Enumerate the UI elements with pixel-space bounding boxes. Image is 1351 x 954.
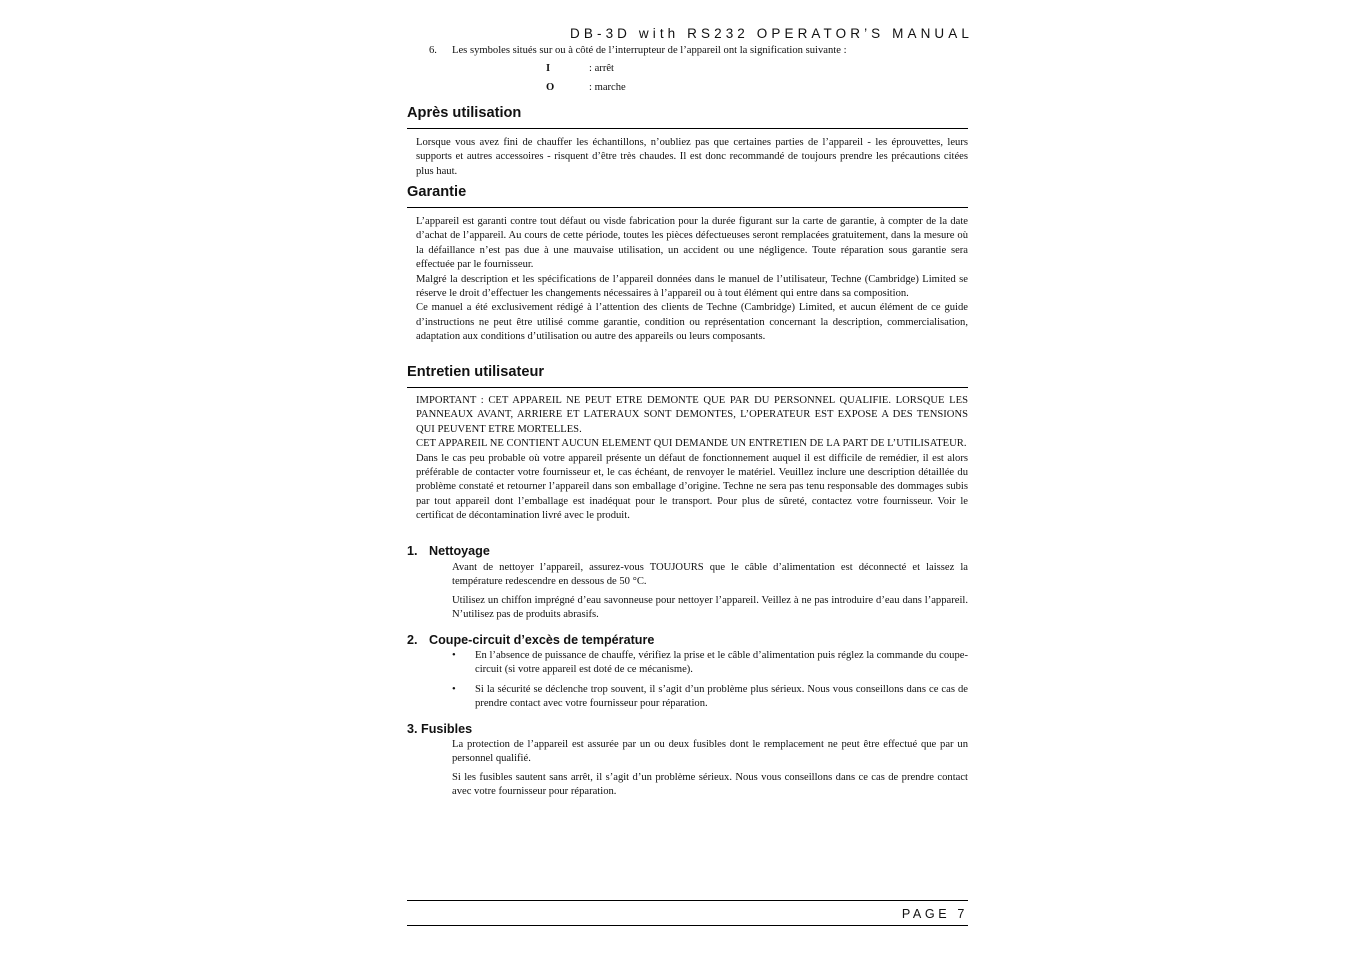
item-number: 6. [429, 45, 437, 56]
manual-page [407, 0, 973, 954]
bullet-text: En l’absence de puissance de chauffe, vérifiez la prise et le câble d’alimentation puis réglez la commande du coupe-circuit (si votre appareil est doté de ce mécanisme). [475, 650, 968, 676]
paragraph: IMPORTANT : CET APPAREIL NE PEUT ETRE DEMONTE QUE PAR DU PERSONNEL QUALIFIE. LORSQUE LES PANNEAUX AVANT, ARRIERE ET LATERAUX SONT DEMONTES, L’OPERATEUR EST EXPOSE A DES TENSIONS QUI PEUVENT ETRE MORTELLES. [416, 395, 968, 435]
subsection-label: Nettoyage [429, 544, 490, 558]
symbol: O [546, 82, 555, 93]
subsection-number: 1. [407, 544, 418, 558]
symbol-meaning: : marche [589, 82, 626, 93]
paragraph: Ce manuel a été exclusivement rédigé à l’attention des clients de Techne (Cambridge) Limited, et aucun élément de ce guide d’instructions ne peut être utilisé comme garantie, condition ou représentation concernant la description, commercialisation, adaptation aux conditions d’utilisation ou autre des appareils ou leurs composants. [416, 302, 968, 343]
fusibles-paragraph: La protection de l’appareil est assurée par un ou deux fusibles dont le remplacement ne peut être effectué que par un personnel qualifié. [452, 739, 968, 765]
section-title-apres: Après utilisation [407, 105, 522, 121]
bullet-item [452, 649, 968, 678]
subsection-label: Coupe-circuit d’excès de température [429, 633, 655, 647]
bullet-glyph: • [452, 684, 456, 695]
section-title-garantie: Garantie [407, 184, 467, 200]
bullet-glyph: • [452, 650, 456, 661]
apres-paragraph [416, 136, 968, 179]
entretien-paragraphs [416, 394, 968, 524]
item-text: Les symboles situés sur ou à côté de l’interrupteur de l’appareil ont la signification suivante : [452, 45, 847, 56]
bullet-text: Si la sécurité se déclenche trop souvent, il s’agit d’un problème plus sérieux. Nous vous conseillons dans ce cas de prendre contact avec votre fournisseur pour réparation. [475, 684, 968, 710]
subsection-title-coupe-circuit [407, 632, 654, 648]
section-rule [407, 128, 968, 129]
paragraph: Malgré la description et les spécifications de l’appareil données dans le manuel de l’utilisateur, Techne (Cambridge) Limited se réserve le droit d’effectuer les changements nécessaires à l’appareil ou à tout élément qui entre dans sa composition. [416, 273, 968, 300]
paragraph: CET APPAREIL NE CONTIENT AUCUN ELEMENT QUI DEMANDE UN ENTRETIEN DE LA PART DE L’UTILISATEUR. [416, 438, 967, 450]
page-number: PAGE 7 [901, 907, 968, 921]
footer-rule-top [407, 900, 968, 901]
nettoyage-paragraph: Utilisez un chiffon imprégné d’eau savonneuse pour nettoyer l’appareil. Veillez à ne pas introduire d’eau dans l’appareil. N’utilisez pas de produits abrasifs. [452, 595, 968, 621]
fusibles-paragraph: Si les fusibles sautent sans arrêt, il s’agit d’un problème sérieux. Nous vous conseillons dans ce cas de prendre contact avec votre fournisseur pour réparation. [452, 772, 968, 798]
garantie-paragraphs [416, 215, 968, 345]
symbol-row-off [546, 62, 746, 76]
bullet-item [452, 683, 968, 712]
nettoyage-paragraph: Avant de nettoyer l’appareil, assurez-vous TOUJOURS que le câble d’alimentation est déconnecté et laissez la température redescendre en dessous de 50 °C. [452, 562, 968, 588]
footer-rule-bottom [407, 925, 968, 926]
section-rule [407, 387, 968, 388]
section-rule [407, 207, 968, 208]
subsection-title-fusibles: 3. Fusibles [407, 722, 473, 736]
numbered-item-6 [429, 44, 949, 58]
symbol-meaning: : arrêt [589, 63, 614, 74]
running-header: DB-3D with RS232 OPERATOR’S MANUAL [570, 26, 973, 41]
section-title-entretien: Entretien utilisateur [407, 364, 545, 380]
subsection-title-nettoyage [407, 543, 490, 559]
symbol: I [546, 63, 551, 74]
subsection-number: 2. [407, 633, 418, 647]
paragraph: L’appareil est garanti contre tout défaut ou visde fabrication pour la durée figurant sur la carte de garantie, à compter de la date d’achat de l’appareil. Au cours de cette période, toutes les pièces défectueuses seront remplacées gratuitement, dans la mesure où la défaillance n’est pas due à une mauvaise utilisation, un accident ou une négligence. Toute réparation sous garantie sera effectuée par le fournisseur. [416, 216, 968, 271]
paragraph: Dans le cas peu probable où votre appareil présente un défaut de fonctionnement auquel il est difficile de remédier, il est alors préférable de contacter votre fournisseur et, le cas échéant, de renvoyer le matériel. Veuillez inclure une description détaillée du problème constaté et retourner l’appareil dans son emballage d’origine. Techne ne sera pas tenu responsable des dommages subis par tout appareil dont l’emballage est inadéquat pour le transport. Pour plus de sûreté, contactez votre fournisseur. Voir le certificat de décontamination livré avec le produit. [416, 452, 968, 522]
symbol-row-on [546, 81, 746, 95]
paragraph: Lorsque vous avez fini de chauffer les échantillons, n’oubliez pas que certaines parties de l’appareil - les éprouvettes, leurs supports et autres accessoires - risquent d’être très chaudes. Il est donc recommandé de toujours prendre les précautions citées plus haut. [416, 137, 968, 177]
